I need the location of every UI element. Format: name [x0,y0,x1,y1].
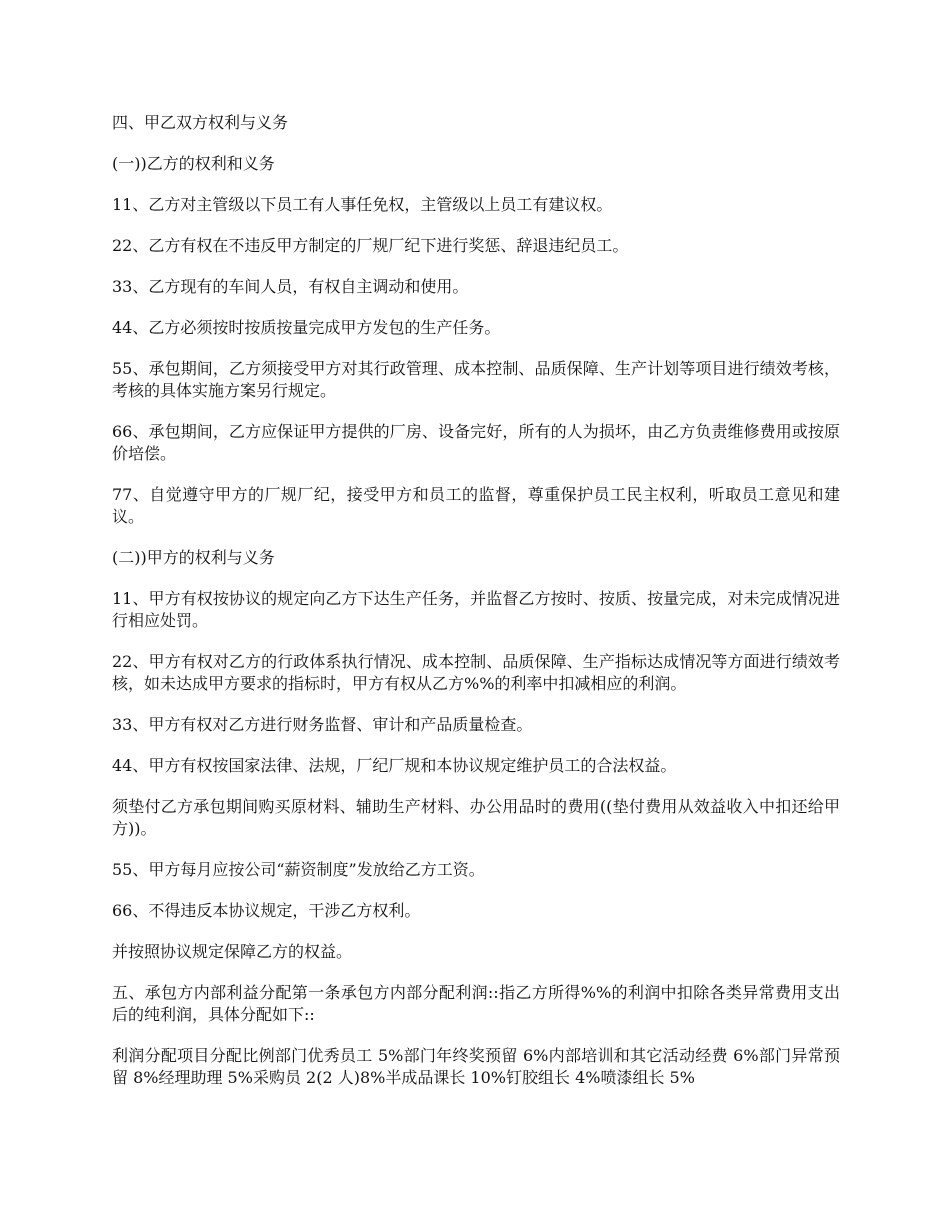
paragraph: 33、乙方现有的车间人员，有权自主调动和使用。 [112,277,469,296]
paragraph: 33、甲方有权对乙方进行财务监督、审计和产品质量检查。 [112,715,533,734]
subsection-heading-party-b: (一))乙方的权利和义务 [112,154,275,173]
document-body [112,112,840,1108]
paragraph: 44、甲方有权按国家法律、法规，厂纪厂规和本协议规定维护员工的合法权益。 [112,756,677,775]
section-heading-profit-distribution: 五、承包方内部利益分配第一条承包方内部分配利润::指乙方所得%%的利润中扣除各类异常费用支出后的纯利润，具体分配如下:: [112,983,840,1024]
paragraph: 22、乙方有权在不违反甲方制定的厂规厂纪下进行奖惩、辞退违纪员工。 [112,236,629,255]
paragraph: 44、乙方必须按时按质按量完成甲方发包的生产任务。 [112,318,501,337]
paragraph: 66、不得违反本协议规定，干涉乙方权利。 [112,901,421,920]
paragraph: 利润分配项目分配比例部门优秀员工 5%部门年终奖预留 6%内部培训和其它活动经费 6%部门异常预留 8%经理助理 5%采购员 2(2 人)8%半成品课长 10%钉胶组长 4%喷漆组长 5% [112,1046,840,1087]
paragraph: 并按照协议规定保障乙方的权益。 [112,942,353,961]
paragraph: 11、甲方有权按协议的规定向乙方下达生产任务，并监督乙方按时、按质、按量完成，对未完成情况进行相应处罚。 [112,589,840,630]
paragraph: 66、承包期间，乙方应保证甲方提供的厂房、设备完好，所有的人为损坏，由乙方负责维修费用或按原价培偿。 [112,422,840,463]
paragraph: 须垫付乙方承包期间购买原材料、辅助生产材料、办公用品时的费用((垫付费用从效益收入中扣还给甲方))。 [112,797,840,838]
paragraph: 55、承包期间，乙方须接受甲方对其行政管理、成本控制、品质保障、生产计划等项目进行绩效考核，考核的具体实施方案另行规定。 [112,359,840,400]
section-heading-rights-obligations: 四、甲乙双方权利与义务 [112,113,289,132]
paragraph: 55、甲方每月应按公司“薪资制度”发放给乙方工资。 [112,860,485,879]
paragraph: 11、乙方对主管级以下员工有人事任免权，主管级以上员工有建议权。 [112,195,613,214]
subsection-heading-party-a: (二))甲方的权利与义务 [112,548,275,567]
paragraph: 77、自觉遵守甲方的厂规厂纪，接受甲方和员工的监督，尊重保护员工民主权利，听取员工意见和建议。 [112,485,840,526]
paragraph: 22、甲方有权对乙方的行政体系执行情况、成本控制、品质保障、生产指标达成情况等方面进行绩效考核，如未达成甲方要求的指标时，甲方有权从乙方%%的利率中扣减相应的利润。 [112,652,840,693]
